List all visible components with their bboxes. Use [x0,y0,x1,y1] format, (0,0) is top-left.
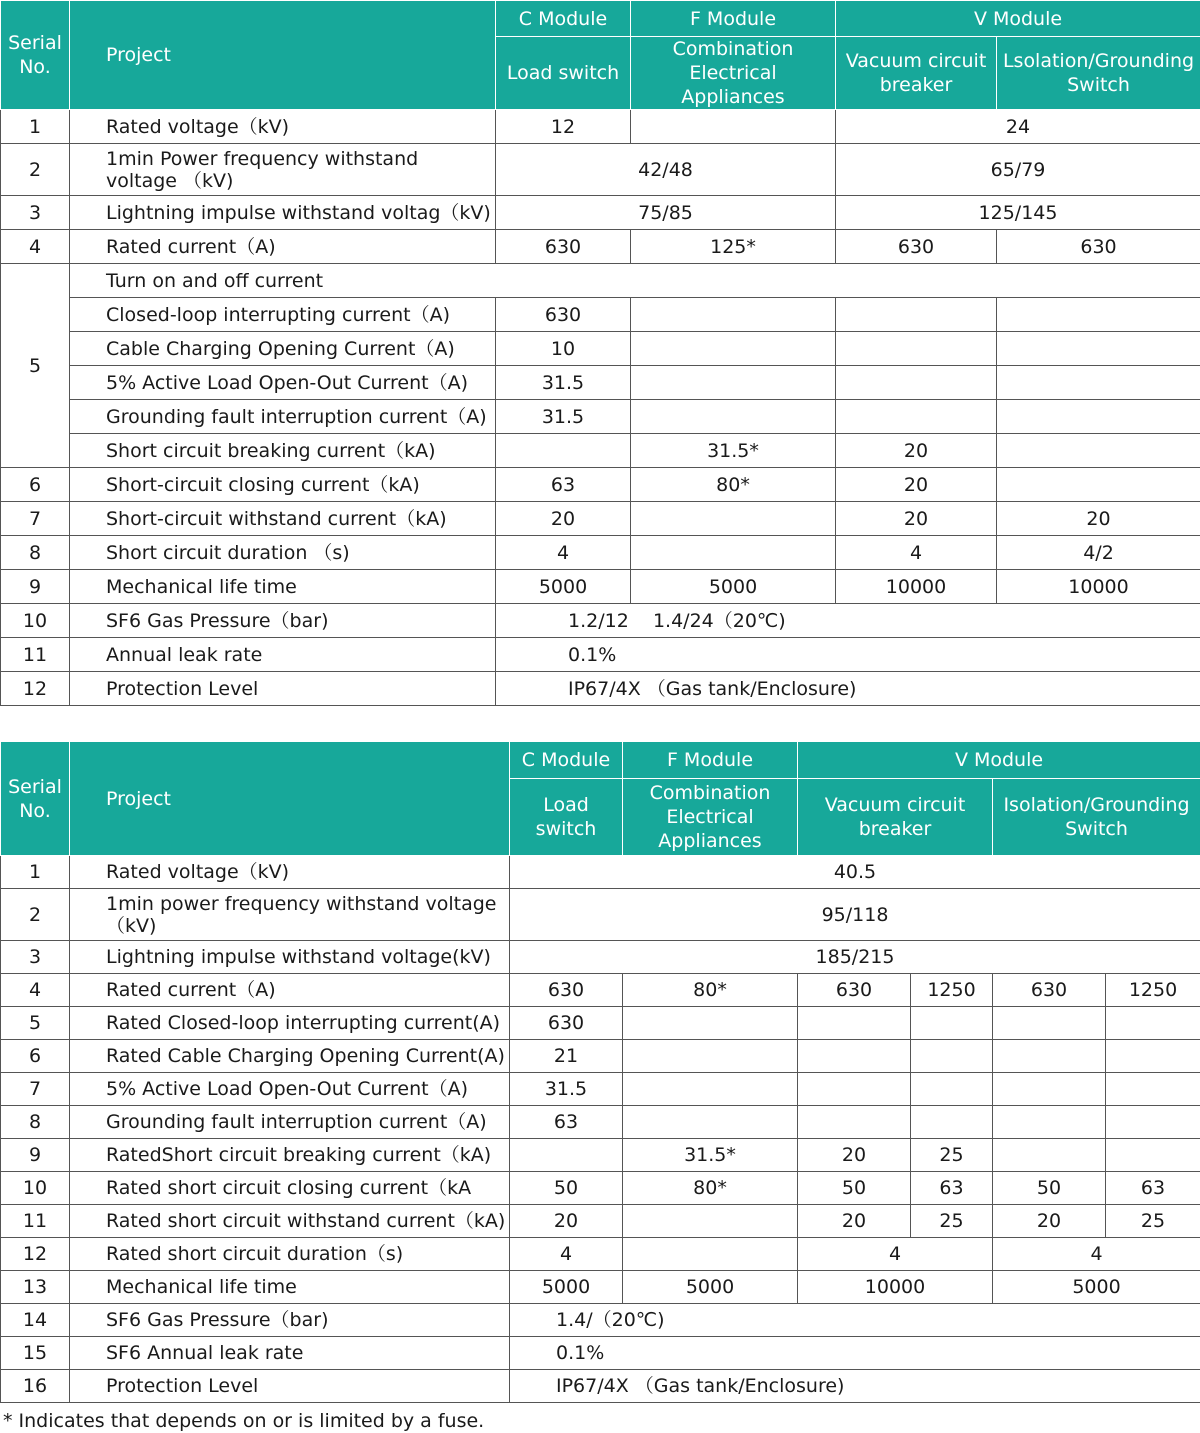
v1-value [836,366,997,400]
table-row [1,570,1200,604]
f-value: 31.5* [623,1139,798,1172]
isolation-switch-header: Isolation/Grounding Switch [993,779,1200,856]
project-name: 5% Active Load Open-Out Current（A) [70,366,496,400]
spec-table-2 [0,741,1200,1403]
f-value: 5000 [631,570,836,604]
load-switch-header: Load switch [496,37,631,110]
project-name: Lightning impulse withstand voltage(kV) [70,941,510,974]
project-name: SF6 Gas Pressure（bar) [70,1304,510,1337]
v2b-value [1106,1040,1200,1073]
table-row [1,1337,1200,1370]
table-row [1,1040,1200,1073]
serial-no: 16 [1,1370,70,1403]
project-name: Lightning impulse withstand voltag（kV) [70,196,496,230]
table-row [1,502,1200,536]
v1-value: 630 [836,230,997,264]
v2b-value [1106,1139,1200,1172]
table-row [1,889,1200,941]
project-name: 1min power frequency withstand voltage （kV) [70,889,510,941]
v2-value [997,366,1200,400]
shared-value: IP67/4X （Gas tank/Enclosure) [510,1370,1200,1403]
v1-value: 20 [836,468,997,502]
shared-value: 1.2/12 1.4/24（20℃) [496,604,1200,638]
c-value: 4 [496,536,631,570]
serial-no: 9 [1,570,70,604]
project-name: Short-circuit withstand current（kA) [70,502,496,536]
c-value: 21 [510,1040,623,1073]
v1a-value [798,1106,911,1139]
serial-no: 14 [1,1304,70,1337]
v2-value [997,332,1200,366]
serial-no: 8 [1,1106,70,1139]
combination-header: Combination Electrical Appliances [623,779,798,856]
table-row [1,1073,1200,1106]
v2b-value [1106,1007,1200,1040]
shared-value: 95/118 [510,889,1200,941]
project-name: Rated current（A) [70,230,496,264]
table-row [1,941,1200,974]
serial-no: 1 [1,856,70,889]
c-value: 31.5 [510,1073,623,1106]
v2b-value: 63 [1106,1172,1200,1205]
table-row [1,856,1200,889]
serial-no: 4 [1,974,70,1007]
f-module-header: F Module [631,1,836,37]
serial-no: 12 [1,672,70,706]
c-value: 31.5 [496,400,631,434]
v1-value: 4 [836,536,997,570]
table-row [1,1238,1200,1271]
v2a-value [993,1106,1106,1139]
v1-value [836,298,997,332]
table-row [1,536,1200,570]
project-name: Rated voltage（kV) [70,110,496,144]
section-title: Turn on and off current [70,264,496,298]
v2-value [997,468,1200,502]
f-value [623,1073,798,1106]
c-value: 630 [510,974,623,1007]
serial-no: 7 [1,502,70,536]
f-value [623,1040,798,1073]
c-value: 10 [496,332,631,366]
serial-no: 11 [1,1205,70,1238]
v2-value: 630 [997,230,1200,264]
shared-value: 40.5 [510,856,1200,889]
v1a-value [798,1040,911,1073]
table-row [1,298,1200,332]
table-row [1,366,1200,400]
table-row [1,604,1200,638]
serial-no: 13 [1,1271,70,1304]
serial-no: 11 [1,638,70,672]
serial-no: 1 [1,110,70,144]
f-value: 80* [623,1172,798,1205]
c-value: 630 [496,298,631,332]
table-row [1,1205,1200,1238]
table-row [1,264,1200,298]
project-name: RatedShort circuit breaking current（kA) [70,1139,510,1172]
project-name: Short circuit breaking current（kA) [70,434,496,468]
project-name: Protection Level [70,672,496,706]
project-name: Annual leak rate [70,638,496,672]
v1-value [836,400,997,434]
table-row [1,1271,1200,1304]
v2-value: 10000 [997,570,1200,604]
table-row [1,230,1200,264]
serial-no: 3 [1,941,70,974]
fuse-footnote: * Indicates that depends on or is limited by a fuse. [0,1409,1200,1433]
c-value: 5000 [510,1271,623,1304]
project-header: Project [70,742,510,856]
v1b-value [911,1040,993,1073]
project-name: 1min Power frequency withstand voltage （kV) [70,144,496,196]
v2b-value: 25 [1106,1205,1200,1238]
isolation-switch-header: Lsolation/Grounding Switch [997,37,1200,110]
table-row [1,1304,1200,1337]
v2a-value: 20 [993,1205,1106,1238]
c-value: 12 [496,110,631,144]
table-row [1,468,1200,502]
v2b-value [1106,1106,1200,1139]
load-switch-header: Load switch [510,779,623,856]
c-value: 20 [510,1205,623,1238]
c-value [510,1139,623,1172]
v1-value: 4 [798,1238,993,1271]
c-value [496,434,631,468]
project-name: Grounding fault interruption current（A) [70,400,496,434]
v2-value: 4 [993,1238,1200,1271]
vacuum-breaker-header: Vacuum circuit breaker [798,779,993,856]
project-name: Rated current（A) [70,974,510,1007]
project-name: Short circuit duration （s) [70,536,496,570]
f-value: 5000 [623,1271,798,1304]
f-value: 80* [631,468,836,502]
f-value [631,332,836,366]
v-module-header: V Module [836,1,1200,37]
cf-value: 42/48 [496,144,836,196]
f-value: 80* [623,974,798,1007]
f-value [631,366,836,400]
v1a-value: 50 [798,1172,911,1205]
f-value: 31.5* [631,434,836,468]
project-name: SF6 Annual leak rate [70,1337,510,1370]
f-value [623,1007,798,1040]
v1a-value: 20 [798,1205,911,1238]
v2-value: 20 [997,502,1200,536]
v1a-value [798,1007,911,1040]
project-name: Protection Level [70,1370,510,1403]
v1a-value: 630 [798,974,911,1007]
c-value: 4 [510,1238,623,1271]
table-row [1,638,1200,672]
serial-header: Serial No. [1,1,70,110]
project-name: Rated Cable Charging Opening Current(A) [70,1040,510,1073]
v-module-header: V Module [798,742,1200,779]
v1a-value [798,1073,911,1106]
v-value: 125/145 [836,196,1200,230]
v1b-value: 1250 [911,974,993,1007]
serial-no: 6 [1,1040,70,1073]
table-row [1,672,1200,706]
v1b-value [911,1007,993,1040]
serial-no: 5 [1,1007,70,1040]
v2a-value [993,1040,1106,1073]
v-value: 65/79 [836,144,1200,196]
table-row [1,196,1200,230]
serial-no: 12 [1,1238,70,1271]
serial-no: 15 [1,1337,70,1370]
table-row [1,1370,1200,1403]
f-value [631,298,836,332]
shared-value: 0.1% [496,638,1200,672]
v2-value: 4/2 [997,536,1200,570]
v1a-value: 20 [798,1139,911,1172]
f-value [623,1106,798,1139]
table-row [1,1106,1200,1139]
v2-value [997,400,1200,434]
shared-value: 1.4/（20℃) [510,1304,1200,1337]
combination-header: Combination Electrical Appliances [631,37,836,110]
project-name: Cable Charging Opening Current（A) [70,332,496,366]
f-module-header: F Module [623,742,798,779]
table-row [1,1007,1200,1040]
c-module-header: C Module [496,1,631,37]
v1b-value [911,1073,993,1106]
table-row [1,434,1200,468]
c-value: 630 [510,1007,623,1040]
v1b-value: 25 [911,1139,993,1172]
f-value: 125* [631,230,836,264]
table-row [1,144,1200,196]
project-name: Closed-loop interrupting current（A) [70,298,496,332]
f-value [623,1238,798,1271]
v2b-value [1106,1073,1200,1106]
project-name: Rated short circuit withstand current（kA) [70,1205,510,1238]
c-value: 50 [510,1172,623,1205]
serial-no: 6 [1,468,70,502]
project-name: Rated voltage（kV) [70,856,510,889]
project-name: Grounding fault interruption current（A) [70,1106,510,1139]
project-name: Short-circuit closing current（kA) [70,468,496,502]
v2a-value [993,1139,1106,1172]
v2-value: 5000 [993,1271,1200,1304]
shared-value: IP67/4X （Gas tank/Enclosure) [496,672,1200,706]
v1b-value [911,1106,993,1139]
project-name: 5% Active Load Open-Out Current（A) [70,1073,510,1106]
serial-no: 5 [1,264,70,468]
serial-no: 10 [1,1172,70,1205]
f-value [631,400,836,434]
cf-value: 75/85 [496,196,836,230]
v2a-value [993,1007,1106,1040]
serial-no: 2 [1,889,70,941]
project-name: Rated Closed-loop interrupting current(A) [70,1007,510,1040]
spec-table-1 [0,0,1200,706]
table-row [1,1139,1200,1172]
shared-value: 0.1% [510,1337,1200,1370]
serial-no: 10 [1,604,70,638]
v2-value [997,434,1200,468]
v2a-value: 630 [993,974,1106,1007]
project-header: Project [70,1,496,110]
table-row [1,1172,1200,1205]
f-value [631,502,836,536]
c-module-header: C Module [510,742,623,779]
serial-no: 7 [1,1073,70,1106]
c-value: 63 [496,468,631,502]
project-name: Rated short circuit closing current（kA [70,1172,510,1205]
c-value: 63 [510,1106,623,1139]
table-row [1,332,1200,366]
table-row [1,110,1200,144]
table-row [1,974,1200,1007]
f-value [631,110,836,144]
v2a-value: 50 [993,1172,1106,1205]
c-value: 20 [496,502,631,536]
c-value: 630 [496,230,631,264]
c-value: 31.5 [496,366,631,400]
project-name: Mechanical life time [70,1271,510,1304]
v2-value [997,298,1200,332]
f-value [623,1205,798,1238]
v2b-value: 1250 [1106,974,1200,1007]
project-name: SF6 Gas Pressure（bar) [70,604,496,638]
table-row [1,400,1200,434]
project-name: Rated short circuit duration（s) [70,1238,510,1271]
v2a-value [993,1073,1106,1106]
serial-header: Serial No. [1,742,70,856]
vacuum-breaker-header: Vacuum circuit breaker [836,37,997,110]
serial-no: 9 [1,1139,70,1172]
v1b-value: 25 [911,1205,993,1238]
v1-value: 20 [836,502,997,536]
v1-value: 10000 [836,570,997,604]
serial-no: 3 [1,196,70,230]
f-value [631,536,836,570]
serial-no: 8 [1,536,70,570]
v1-value: 20 [836,434,997,468]
project-name: Mechanical life time [70,570,496,604]
shared-value: 185/215 [510,941,1200,974]
serial-no: 4 [1,230,70,264]
c-value: 5000 [496,570,631,604]
v1b-value: 63 [911,1172,993,1205]
v1-value: 10000 [798,1271,993,1304]
v-value: 24 [836,110,1200,144]
serial-no: 2 [1,144,70,196]
v1-value [836,332,997,366]
empty-cell [496,264,1200,298]
